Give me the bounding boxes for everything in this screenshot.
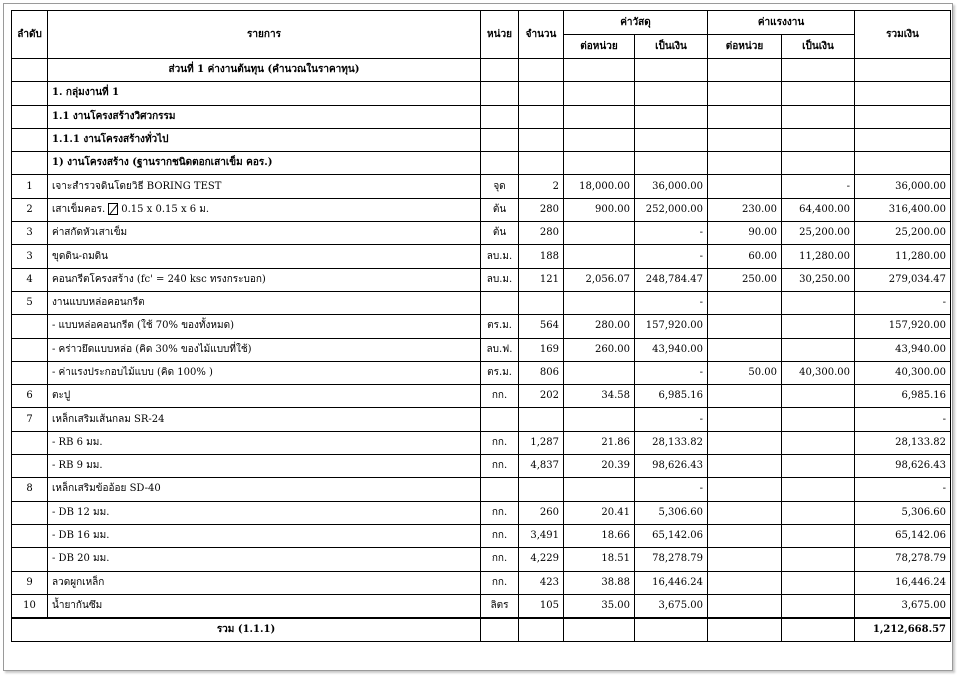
row-unit: กก. (481, 548, 519, 571)
row-item (48, 548, 481, 571)
row-item (48, 571, 481, 594)
row-labor-unit-price (708, 385, 782, 408)
row-material-amount: - (635, 222, 708, 245)
table-row (12, 548, 951, 571)
col-material-header: ค่าวัสดุ (564, 11, 708, 35)
section-title-row (12, 59, 951, 82)
row-qty: 169 (519, 338, 564, 361)
row-labor-amount: 64,400.00 (782, 198, 855, 221)
row-item-label: - RB 9 มม. (52, 460, 103, 472)
row-no (12, 431, 48, 454)
row-material-unit-price: 280.00 (564, 315, 635, 338)
row-qty: 105 (519, 594, 564, 617)
table-row (12, 408, 951, 431)
row-item (48, 594, 481, 617)
row-no: 3 (12, 222, 48, 245)
row-no (12, 361, 48, 384)
row-material-unit-price: 38.88 (564, 571, 635, 594)
table-row (12, 594, 951, 617)
row-unit: กก. (481, 571, 519, 594)
row-labor-amount: 25,200.00 (782, 222, 855, 245)
row-material-unit-price: 18,000.00 (564, 175, 635, 198)
row-labor-unit-price (708, 431, 782, 454)
row-item-label: - ค่าแรงประกอบไม้แบบ (คิด 100% ) (52, 367, 213, 378)
group-row (12, 105, 951, 128)
row-item (48, 291, 481, 314)
row-labor-amount: 11,280.00 (782, 245, 855, 268)
row-labor-amount (782, 385, 855, 408)
row-unit: ต้น (481, 222, 519, 245)
row-material-unit-price (564, 478, 635, 501)
row-unit: ตร.ม. (481, 315, 519, 338)
col-item-header: รายการ (48, 11, 481, 59)
row-item (48, 478, 481, 501)
row-item (48, 501, 481, 524)
table-row (12, 245, 951, 268)
row-material-amount: 6,985.16 (635, 385, 708, 408)
row-unit (481, 291, 519, 314)
row-labor-amount (782, 338, 855, 361)
row-qty: 188 (519, 245, 564, 268)
row-material-unit-price: 18.51 (564, 548, 635, 571)
row-unit (481, 478, 519, 501)
row-material-amount: 36,000.00 (635, 175, 708, 198)
row-material-amount: 157,920.00 (635, 315, 708, 338)
row-unit: กก. (481, 431, 519, 454)
row-material-amount: - (635, 291, 708, 314)
row-item (48, 175, 481, 198)
group-label: 1. กลุ่มงานที่ 1 (48, 82, 481, 105)
row-qty: 1,287 (519, 431, 564, 454)
row-qty: 280 (519, 198, 564, 221)
table-row (12, 524, 951, 547)
row-labor-amount (782, 501, 855, 524)
row-material-unit-price: 35.00 (564, 594, 635, 617)
row-no (12, 524, 48, 547)
row-item (48, 431, 481, 454)
row-labor-unit-price (708, 571, 782, 594)
table-row (12, 291, 951, 314)
row-labor-unit-price: 250.00 (708, 268, 782, 291)
row-labor-unit-price (708, 501, 782, 524)
row-material-amount: 78,278.79 (635, 548, 708, 571)
row-qty: 4,837 (519, 455, 564, 478)
row-item-label: - แบบหล่อคอนกรีต (ใช้ 70% ของทั้งหมด) (52, 320, 234, 332)
row-item (48, 455, 481, 478)
row-item (48, 315, 481, 338)
row-material-unit-price: 260.00 (564, 338, 635, 361)
col-unit-header: หน่วย (481, 11, 519, 59)
table-row (12, 361, 951, 384)
table-row (12, 222, 951, 245)
row-labor-unit-price (708, 455, 782, 478)
row-labor-amount (782, 478, 855, 501)
row-no: 10 (12, 594, 48, 617)
row-labor-unit-price: 230.00 (708, 198, 782, 221)
row-item-label: เจาะสำรวจดินโดยวิธี BORING TEST (52, 180, 222, 192)
row-unit (481, 408, 519, 431)
row-material-amount: 252,000.00 (635, 198, 708, 221)
material-amount-header: เป็นเงิน (635, 35, 708, 59)
row-material-unit-price (564, 361, 635, 384)
col-qty-header: จำนวน (519, 11, 564, 59)
row-labor-amount (782, 548, 855, 571)
row-item (48, 408, 481, 431)
row-total: 28,133.82 (855, 431, 951, 454)
row-total: 6,985.16 (855, 385, 951, 408)
table-row (12, 478, 951, 501)
row-qty: 4,229 (519, 548, 564, 571)
group-row (12, 128, 951, 151)
document-frame (3, 3, 953, 671)
row-labor-unit-price (708, 175, 782, 198)
col-total-header: รวมเงิน (855, 11, 951, 59)
row-material-unit-price: 900.00 (564, 198, 635, 221)
row-no: 3 (12, 245, 48, 268)
table-row (12, 175, 951, 198)
row-total: 40,300.00 (855, 361, 951, 384)
row-item-label: ค่าสกัดหัวเสาเข็ม (52, 227, 128, 239)
group-row (12, 152, 951, 175)
row-labor-amount: 30,250.00 (782, 268, 855, 291)
row-item-label: - RB 6 มม. (52, 436, 103, 448)
total-label: รวม (1.1.1) (12, 618, 481, 642)
table-row (12, 431, 951, 454)
row-material-amount: 65,142.06 (635, 524, 708, 547)
row-qty (519, 478, 564, 501)
table-row (12, 338, 951, 361)
row-material-amount: 3,675.00 (635, 594, 708, 617)
table-row (12, 385, 951, 408)
row-qty (519, 291, 564, 314)
row-qty: 2 (519, 175, 564, 198)
row-item (48, 198, 481, 221)
row-unit: ตร.ม. (481, 361, 519, 384)
row-qty: 564 (519, 315, 564, 338)
row-total: 3,675.00 (855, 594, 951, 617)
row-qty: 280 (519, 222, 564, 245)
row-material-unit-price (564, 222, 635, 245)
row-no: 8 (12, 478, 48, 501)
row-qty: 423 (519, 571, 564, 594)
row-no (12, 315, 48, 338)
row-labor-unit-price (708, 594, 782, 617)
row-item (48, 245, 481, 268)
row-total: 78,278.79 (855, 548, 951, 571)
section-title: ส่วนที่ 1 ค่างานต้นทุน (คำนวณในราคาทุน) (48, 59, 481, 82)
table-body (12, 59, 951, 618)
row-material-amount: 16,446.24 (635, 571, 708, 594)
row-labor-amount: - (782, 175, 855, 198)
row-total: 316,400.00 (855, 198, 951, 221)
row-labor-unit-price (708, 478, 782, 501)
row-material-unit-price: 18.66 (564, 524, 635, 547)
row-item-dimension: 0.15 x 0.15 x 6 ม. (121, 204, 210, 216)
row-material-amount: 5,306.60 (635, 501, 708, 524)
row-material-unit-price: 20.39 (564, 455, 635, 478)
row-no: 1 (12, 175, 48, 198)
row-qty: 260 (519, 501, 564, 524)
row-total: 279,034.47 (855, 268, 951, 291)
total-row (12, 618, 951, 642)
row-item (48, 338, 481, 361)
row-total: 5,306.60 (855, 501, 951, 524)
row-qty: 202 (519, 385, 564, 408)
row-total: 25,200.00 (855, 222, 951, 245)
row-unit: ลิตร (481, 594, 519, 617)
row-material-amount: 43,940.00 (635, 338, 708, 361)
row-labor-unit-price (708, 548, 782, 571)
row-labor-amount (782, 431, 855, 454)
row-material-unit-price: 2,056.07 (564, 268, 635, 291)
row-item-label: - DB 20 มม. (52, 553, 110, 565)
row-item-label: - คร่าวยึดแบบหล่อ (คิด 30% ของไม้แบบที่ใช้) (52, 343, 252, 355)
group-row (12, 82, 951, 105)
row-item-label: ขุดดิน-ถมดิน (52, 250, 109, 262)
labor-unit-price-header: ต่อหน่วย (708, 35, 782, 59)
table-row (12, 198, 951, 221)
row-labor-amount (782, 291, 855, 314)
row-item-label: เหล็กเสริมเส้นกลม SR-24 (52, 413, 165, 425)
row-unit: กก. (481, 501, 519, 524)
row-material-unit-price (564, 291, 635, 314)
col-labor-header: ค่าแรงงาน (708, 11, 855, 35)
row-total: - (855, 291, 951, 314)
row-item-label: น้ำยากันซึม (52, 599, 103, 611)
row-no (12, 455, 48, 478)
row-unit: ลบ.ฟ. (481, 338, 519, 361)
row-total: 11,280.00 (855, 245, 951, 268)
row-qty: 3,491 (519, 524, 564, 547)
row-qty: 121 (519, 268, 564, 291)
row-item-label: ตะปู (52, 390, 71, 402)
row-item-label: - DB 16 มม. (52, 530, 110, 542)
row-labor-amount (782, 315, 855, 338)
table-header (12, 11, 951, 59)
row-labor-amount (782, 571, 855, 594)
row-no: 4 (12, 268, 48, 291)
row-labor-unit-price (708, 408, 782, 431)
row-unit: ลบ.ม. (481, 245, 519, 268)
row-labor-amount (782, 594, 855, 617)
row-no: 2 (12, 198, 48, 221)
row-labor-amount (782, 455, 855, 478)
row-unit: ต้น (481, 198, 519, 221)
row-material-amount: - (635, 245, 708, 268)
row-labor-amount: 40,300.00 (782, 361, 855, 384)
group-label: 1) งานโครงสร้าง (ฐานรากชนิดตอกเสาเข็ม คอร.) (48, 152, 481, 175)
row-unit: กก. (481, 455, 519, 478)
row-total: - (855, 408, 951, 431)
row-material-amount: - (635, 361, 708, 384)
row-no (12, 548, 48, 571)
row-labor-unit-price: 60.00 (708, 245, 782, 268)
row-labor-unit-price: 50.00 (708, 361, 782, 384)
row-labor-unit-price (708, 315, 782, 338)
table-row (12, 455, 951, 478)
row-total: 157,920.00 (855, 315, 951, 338)
table-row (12, 268, 951, 291)
row-item (48, 385, 481, 408)
row-no: 6 (12, 385, 48, 408)
row-unit: กก. (481, 385, 519, 408)
row-material-unit-price (564, 408, 635, 431)
row-item (48, 524, 481, 547)
row-item-label: เหล็กเสริมข้ออ้อย SD-40 (52, 483, 161, 495)
row-item-label: คอนกรีตโครงสร้าง (fc' = 240 ksc ทรงกระบอก) (52, 273, 266, 285)
row-total: 65,142.06 (855, 524, 951, 547)
table-row (12, 571, 951, 594)
row-item-label: - DB 12 มม. (52, 506, 110, 518)
row-no (12, 501, 48, 524)
row-total: 36,000.00 (855, 175, 951, 198)
row-total: 43,940.00 (855, 338, 951, 361)
row-item-label: เสาเข็มคอร. (52, 204, 106, 216)
row-labor-unit-price (708, 524, 782, 547)
row-item (48, 361, 481, 384)
row-material-unit-price (564, 245, 635, 268)
row-material-unit-price: 20.41 (564, 501, 635, 524)
group-label: 1.1 งานโครงสร้างวิศวกรรม (48, 105, 481, 128)
row-unit: ลบ.ม. (481, 268, 519, 291)
row-labor-unit-price: 90.00 (708, 222, 782, 245)
pile-section-icon (108, 203, 118, 215)
row-material-amount: 248,784.47 (635, 268, 708, 291)
grand-total-value: 1,212,668.57 (855, 618, 951, 642)
group-label: 1.1.1 งานโครงสร้างทั่วไป (48, 128, 481, 151)
row-no (12, 338, 48, 361)
row-labor-amount (782, 524, 855, 547)
row-labor-unit-price (708, 291, 782, 314)
row-total: 98,626.43 (855, 455, 951, 478)
table-row (12, 501, 951, 524)
material-unit-price-header: ต่อหน่วย (564, 35, 635, 59)
row-item (48, 222, 481, 245)
col-no-header: ลำดับ (12, 11, 48, 59)
row-item-label: ลวดผูกเหล็ก (52, 576, 105, 588)
row-labor-unit-price (708, 338, 782, 361)
row-material-unit-price: 21.86 (564, 431, 635, 454)
row-no: 5 (12, 291, 48, 314)
row-material-amount: 28,133.82 (635, 431, 708, 454)
boq-table (11, 10, 951, 642)
row-total: 16,446.24 (855, 571, 951, 594)
table-row (12, 315, 951, 338)
row-unit: กก. (481, 524, 519, 547)
row-item-label: งานแบบหล่อคอนกรีต (52, 297, 145, 309)
row-material-amount: - (635, 478, 708, 501)
row-material-unit-price: 34.58 (564, 385, 635, 408)
row-material-amount: - (635, 408, 708, 431)
row-item (48, 268, 481, 291)
row-unit: จุด (481, 175, 519, 198)
row-no: 7 (12, 408, 48, 431)
row-qty: 806 (519, 361, 564, 384)
row-qty (519, 408, 564, 431)
row-material-amount: 98,626.43 (635, 455, 708, 478)
row-no: 9 (12, 571, 48, 594)
labor-amount-header: เป็นเงิน (782, 35, 855, 59)
row-labor-amount (782, 408, 855, 431)
row-total: - (855, 478, 951, 501)
